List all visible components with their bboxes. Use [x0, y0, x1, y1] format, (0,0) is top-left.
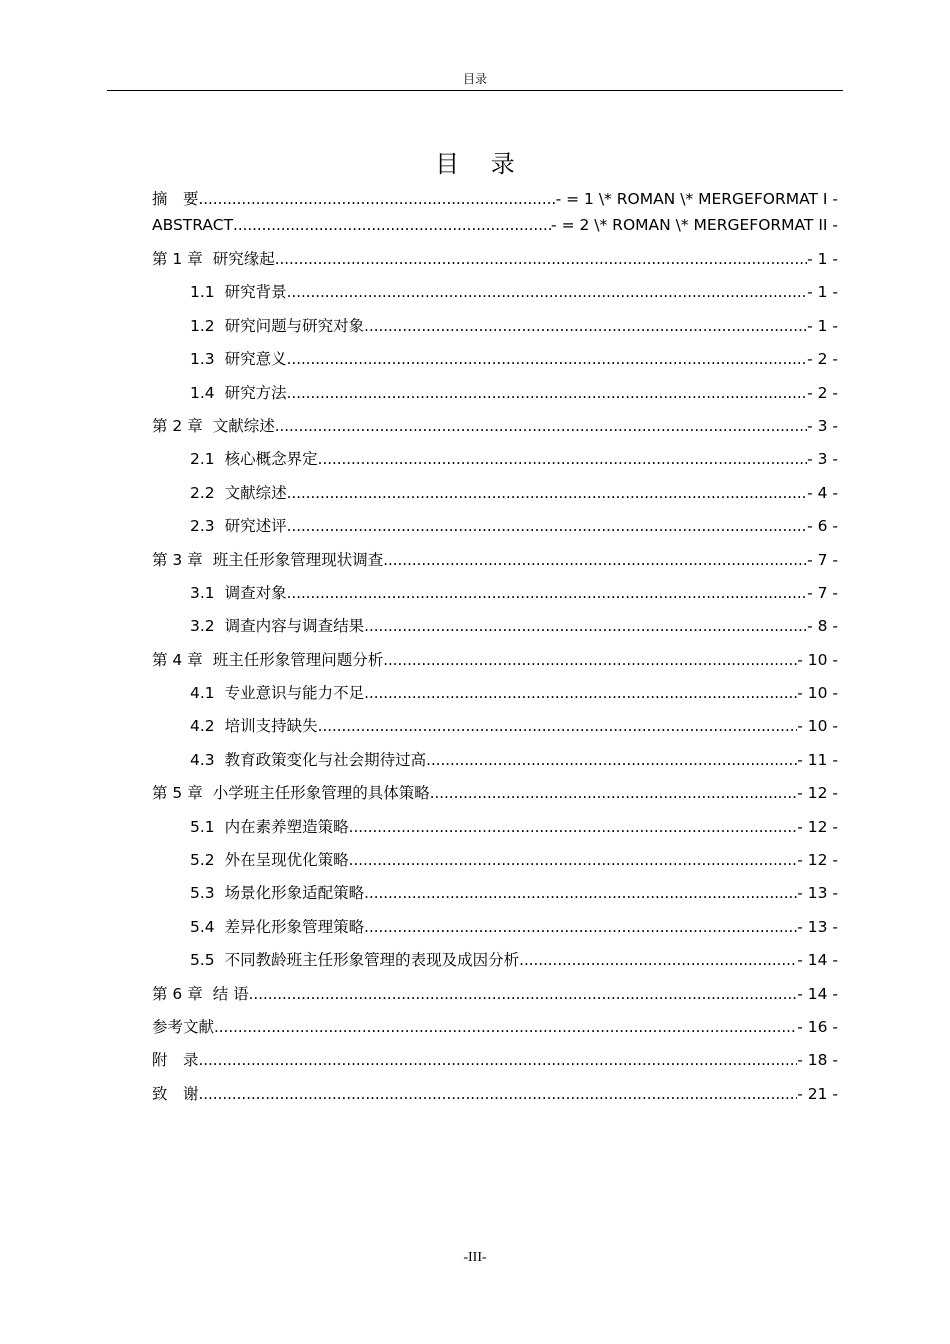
- toc-entry-number: 1.3: [190, 350, 215, 369]
- toc-leader-dots: [364, 882, 797, 904]
- toc-entry-label: [152, 415, 275, 437]
- page-title: 目 录: [435, 150, 527, 178]
- toc-entry-text: ABSTRACT: [152, 216, 234, 234]
- toc-entry-number: 1.4: [190, 383, 215, 402]
- toc-entry-page: - 7 -: [807, 583, 838, 602]
- toc-entry-page: - 4 -: [807, 483, 838, 502]
- toc-entry-chapter[interactable]: [152, 1016, 838, 1038]
- toc-entry-label: [190, 315, 364, 337]
- toc-entry-section[interactable]: [152, 749, 838, 771]
- toc-leader-dots: [383, 649, 797, 671]
- toc-entry-number: 2.3: [190, 517, 215, 536]
- toc-leader-dots: [426, 749, 797, 771]
- toc-entry-chapter[interactable]: [152, 782, 838, 804]
- toc-leader-dots: [287, 281, 807, 303]
- toc-entry-number: 5.5: [190, 951, 215, 970]
- toc-entry-page: - 3 -: [807, 416, 838, 435]
- toc-leader-dots: [287, 582, 807, 604]
- toc-leader-dots: [233, 214, 551, 236]
- toc-entry-chapter[interactable]: [152, 983, 838, 1005]
- toc-entry-label: [152, 983, 249, 1005]
- toc-leader-dots: [287, 515, 807, 537]
- toc-entry-label: [152, 1049, 199, 1071]
- toc-entry-text: 文献综述: [212, 416, 275, 435]
- toc-entry-text: 不同教龄班主任形象管理的表现及成因分析: [224, 951, 520, 970]
- toc-leader-dots: [275, 415, 807, 437]
- toc-entry-text: 研究述评: [224, 517, 287, 536]
- toc-entry-number: 5.3: [190, 884, 215, 903]
- toc-entry-text: 调查内容与调查结果: [224, 617, 365, 636]
- toc-leader-dots: [199, 1049, 798, 1071]
- toc-entry-page: - 8 -: [807, 617, 838, 636]
- toc-entry-page: - 14 -: [797, 951, 838, 970]
- toc-entry-section[interactable]: [152, 482, 838, 504]
- toc-entry-number: 5.2: [190, 851, 215, 870]
- toc-entry-number: 4.2: [190, 717, 215, 736]
- toc-entry-text: 结 语: [212, 984, 249, 1003]
- toc-entry-page: - 10 -: [797, 684, 838, 703]
- toc-entry-page: - 3 -: [807, 450, 838, 469]
- toc-entry-chapter[interactable]: [152, 1083, 838, 1105]
- toc-leader-dots: [364, 315, 807, 337]
- toc-entry-label: [152, 188, 199, 210]
- toc-entry-text: 班主任形象管理现状调查: [212, 550, 384, 569]
- toc-entry-number: 第 4 章: [152, 650, 203, 669]
- toc-entry-label: [190, 816, 349, 838]
- toc-entry-section[interactable]: [152, 949, 838, 971]
- toc-entry-text: 附 录: [152, 1051, 199, 1070]
- toc-leader-dots: [364, 916, 797, 938]
- toc-entry-label: [190, 281, 287, 303]
- toc-entry-text: 小学班主任形象管理的具体策略: [212, 784, 430, 803]
- toc-entry-page: - 14 -: [797, 984, 838, 1003]
- toc-leader-dots: [287, 348, 807, 370]
- toc-leader-dots: [275, 248, 807, 270]
- toc-entry-section[interactable]: [152, 916, 838, 938]
- toc-entry-label: [152, 214, 233, 236]
- toc-entry-page: - 2 -: [807, 350, 838, 369]
- toc-entry-text: 内在素养塑造策略: [224, 817, 349, 836]
- toc-leader-dots: [199, 1083, 798, 1105]
- toc-entry-number: 第 3 章: [152, 550, 203, 569]
- toc-leader-dots: [318, 715, 798, 737]
- toc-entry-section[interactable]: [152, 281, 838, 303]
- toc-entry-label: [190, 482, 287, 504]
- toc-entry-label: [190, 348, 287, 370]
- toc-leader-dots: [364, 615, 807, 637]
- toc-entry-label: [152, 248, 275, 270]
- toc-leader-dots: [214, 1016, 797, 1038]
- toc-entry-chapter[interactable]: [152, 1049, 838, 1071]
- toc-entry-page: - 12 -: [797, 851, 838, 870]
- toc-entry-text: 研究缘起: [212, 250, 275, 268]
- toc-entry-label: [152, 1083, 199, 1105]
- toc-leader-dots: [249, 983, 798, 1005]
- toc-entry-text: 文献综述: [224, 483, 287, 502]
- toc-entry-label: [152, 549, 383, 571]
- toc-entry-chapter[interactable]: [152, 549, 838, 571]
- toc-entry-text: 外在呈现优化策略: [224, 851, 349, 870]
- toc-entry-number: 3.2: [190, 617, 215, 636]
- toc-entry-page: - 13 -: [797, 884, 838, 903]
- toc-entry-chapter[interactable]: [152, 214, 838, 236]
- toc-entry-page: - 21 -: [797, 1084, 838, 1103]
- toc-entry-chapter[interactable]: [152, 248, 838, 270]
- toc-entry-number: 1.2: [190, 316, 215, 335]
- toc-entry-page: - 18 -: [797, 1051, 838, 1070]
- toc-entry-text: 差异化形象管理策略: [224, 917, 365, 936]
- page-number: -III-: [463, 1250, 487, 1265]
- toc-entry-section[interactable]: [152, 715, 838, 737]
- toc-entry-page: - 7 -: [807, 550, 838, 569]
- toc-entry-section[interactable]: [152, 348, 838, 370]
- toc-entry-page: - 12 -: [797, 817, 838, 836]
- toc-entry-section[interactable]: [152, 448, 838, 470]
- toc-entry-page: - 10 -: [797, 717, 838, 736]
- toc-leader-dots: [430, 782, 798, 804]
- toc-entry-page: - 6 -: [807, 517, 838, 536]
- toc-entry-number: 3.1: [190, 583, 215, 602]
- toc-entry-page: - = 1 \* ROMAN \* MERGEFORMAT I -: [555, 190, 838, 208]
- toc-entry-section[interactable]: [152, 682, 838, 704]
- toc-entry-number: 第 6 章: [152, 984, 203, 1003]
- toc-entry-number: 2.1: [190, 450, 215, 469]
- toc-leader-dots: [199, 188, 556, 210]
- toc-entry-label: [190, 715, 318, 737]
- toc-entry-page: - 16 -: [797, 1017, 838, 1036]
- toc-entry-text: 专业意识与能力不足: [224, 684, 365, 703]
- toc-entry-label: [190, 916, 364, 938]
- toc-entry-label: [190, 949, 519, 971]
- toc-leader-dots: [349, 849, 798, 871]
- toc-entry-text: 教育政策变化与社会期待过高: [224, 750, 427, 769]
- toc-entry-label: [190, 515, 287, 537]
- toc-entry-text: 培训支持缺失: [224, 717, 318, 736]
- toc-entry-label: [152, 1016, 214, 1038]
- toc-entry-chapter[interactable]: [152, 415, 838, 437]
- toc-entry-number: 第 2 章: [152, 416, 203, 435]
- toc-leader-dots: [349, 816, 798, 838]
- toc-leader-dots: [287, 382, 807, 404]
- toc-entry-number: 第 5 章: [152, 784, 203, 803]
- toc-leader-dots: [318, 448, 807, 470]
- running-header: [107, 70, 843, 91]
- table-of-contents: [152, 188, 838, 1105]
- toc-leader-dots: [364, 682, 797, 704]
- toc-entry-text: 研究问题与研究对象: [224, 316, 365, 335]
- toc-entry-label: [190, 615, 364, 637]
- toc-entry-text: 摘 要: [152, 190, 199, 208]
- toc-entry-label: [152, 782, 430, 804]
- toc-entry-number: 5.4: [190, 917, 215, 936]
- toc-entry-chapter[interactable]: [152, 188, 838, 210]
- toc-entry-label: [190, 682, 364, 704]
- toc-entry-section[interactable]: [152, 849, 838, 871]
- toc-entry-page: - 11 -: [797, 750, 838, 769]
- toc-entry-text: 调查对象: [224, 583, 287, 602]
- toc-entry-text: 研究意义: [224, 350, 287, 369]
- toc-leader-dots: [383, 549, 807, 571]
- running-header-title: 目录: [462, 72, 487, 86]
- toc-entry-text: 研究背景: [224, 283, 287, 302]
- toc-entry-label: [190, 882, 364, 904]
- toc-entry-number: 1.1: [190, 283, 215, 302]
- toc-entry-chapter[interactable]: [152, 649, 838, 671]
- toc-entry-label: [190, 382, 287, 404]
- toc-leader-dots: [519, 949, 797, 971]
- toc-entry-text: 研究方法: [224, 383, 287, 402]
- toc-entry-page: - 1 -: [807, 316, 838, 335]
- toc-entry-text: 班主任形象管理问题分析: [212, 650, 384, 669]
- toc-entry-number: 5.1: [190, 817, 215, 836]
- toc-entry-page: - 1 -: [807, 250, 838, 268]
- toc-entry-section[interactable]: [152, 882, 838, 904]
- toc-entry-page: - = 2 \* ROMAN \* MERGEFORMAT II -: [551, 216, 838, 234]
- toc-entry-page: - 13 -: [797, 917, 838, 936]
- toc-entry-label: [190, 849, 349, 871]
- toc-entry-number: 4.3: [190, 750, 215, 769]
- toc-leader-dots: [287, 482, 807, 504]
- toc-entry-text: 场景化形象适配策略: [224, 884, 365, 903]
- toc-entry-section[interactable]: [152, 515, 838, 537]
- toc-entry-page: - 12 -: [797, 784, 838, 803]
- toc-entry-section[interactable]: [152, 582, 838, 604]
- toc-entry-number: 4.1: [190, 684, 215, 703]
- toc-entry-text: 致 谢: [152, 1084, 199, 1103]
- toc-entry-label: [190, 448, 318, 470]
- toc-entry-section[interactable]: [152, 816, 838, 838]
- toc-entry-page: - 10 -: [797, 650, 838, 669]
- toc-entry-number: 2.2: [190, 483, 215, 502]
- toc-entry-number: 第 1 章: [152, 250, 203, 268]
- toc-entry-section[interactable]: [152, 382, 838, 404]
- toc-entry-text: 核心概念界定: [224, 450, 318, 469]
- toc-entry-page: - 1 -: [807, 283, 838, 302]
- toc-entry-label: [190, 749, 426, 771]
- toc-entry-section[interactable]: [152, 315, 838, 337]
- toc-entry-section[interactable]: [152, 615, 838, 637]
- toc-entry-text: 参考文献: [152, 1017, 215, 1036]
- toc-entry-page: - 2 -: [807, 383, 838, 402]
- toc-entry-label: [152, 649, 383, 671]
- toc-entry-label: [190, 582, 287, 604]
